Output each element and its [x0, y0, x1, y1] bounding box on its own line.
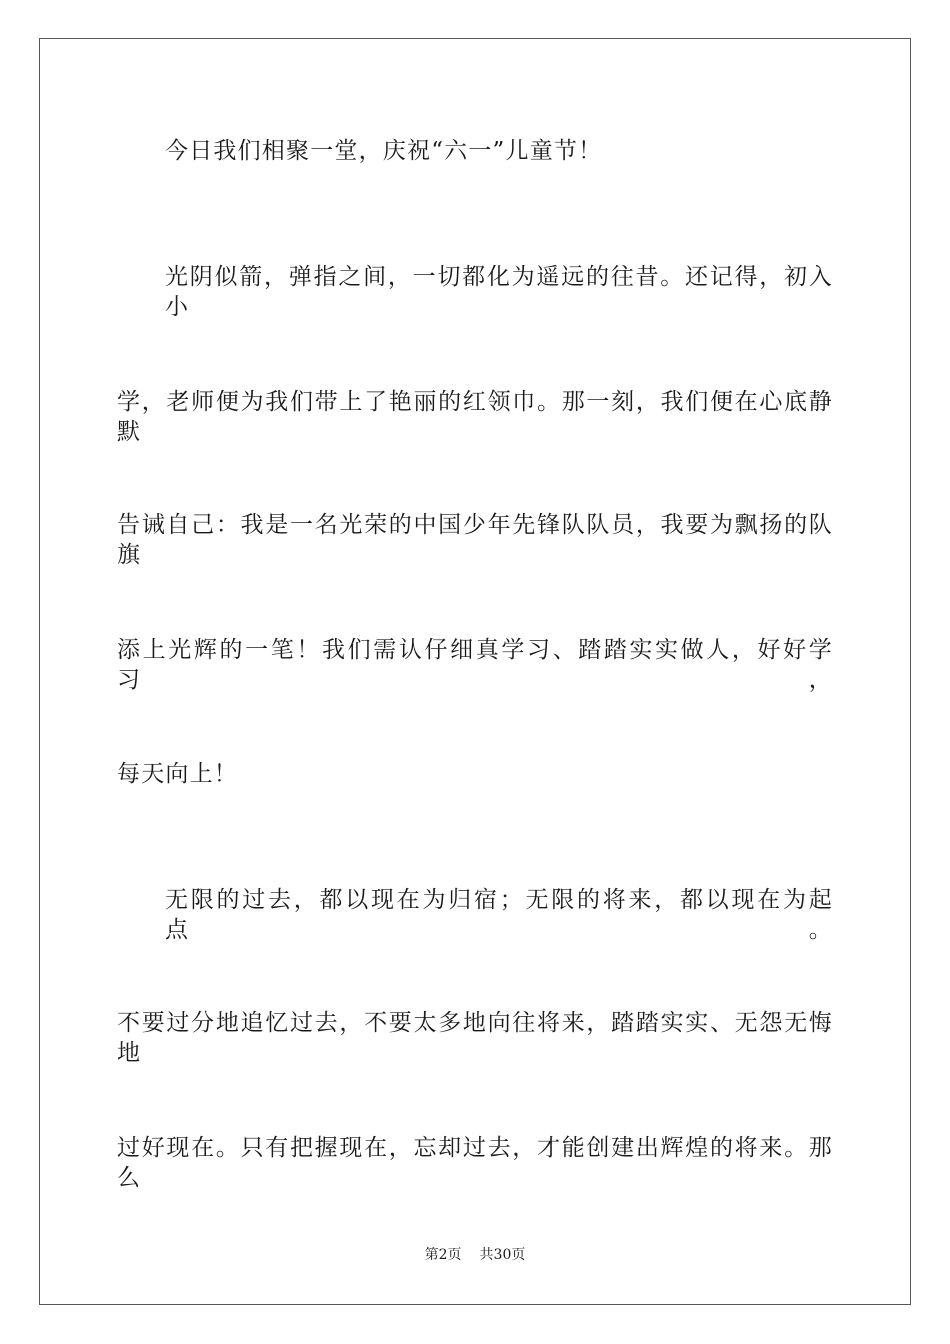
- paragraph-line-5: 添上光辉的一笔！我们需认仔细真学习、踏踏实实做人，好好学习，: [117, 637, 833, 693]
- paragraph-line-4: 告诫自己：我是一名光荣的中国少年先锋队队员，我要为飘扬的队旗: [117, 512, 833, 568]
- page-footer: [0, 1246, 950, 1264]
- paragraph-line-2: 光阴似箭，弹指之间，一切都化为遥远的往昔。还记得，初入小: [165, 264, 833, 320]
- paragraph-line-7: 无限的过去，都以现在为归宿；无限的将来，都以现在为起点。: [165, 887, 833, 943]
- paragraph-line-6: 每天向上！: [117, 761, 238, 787]
- paragraph-line-1: 今日我们相聚一堂，庆祝“六一”儿童节！: [165, 138, 603, 164]
- page-number-current: 第2页: [424, 1247, 462, 1263]
- paragraph-line-8: 不要过分地追忆过去，不要太多地向往将来，踏踏实实、无怨无悔地: [117, 1010, 833, 1066]
- paragraph-line-9: 过好现在。只有把握现在，忘却过去，才能创建出辉煌的将来。那么: [117, 1135, 833, 1191]
- page-number-total: 共30页: [479, 1247, 526, 1263]
- paragraph-line-3: 学，老师便为我们带上了艳丽的红领巾。那一刻，我们便在心底静默: [117, 389, 833, 445]
